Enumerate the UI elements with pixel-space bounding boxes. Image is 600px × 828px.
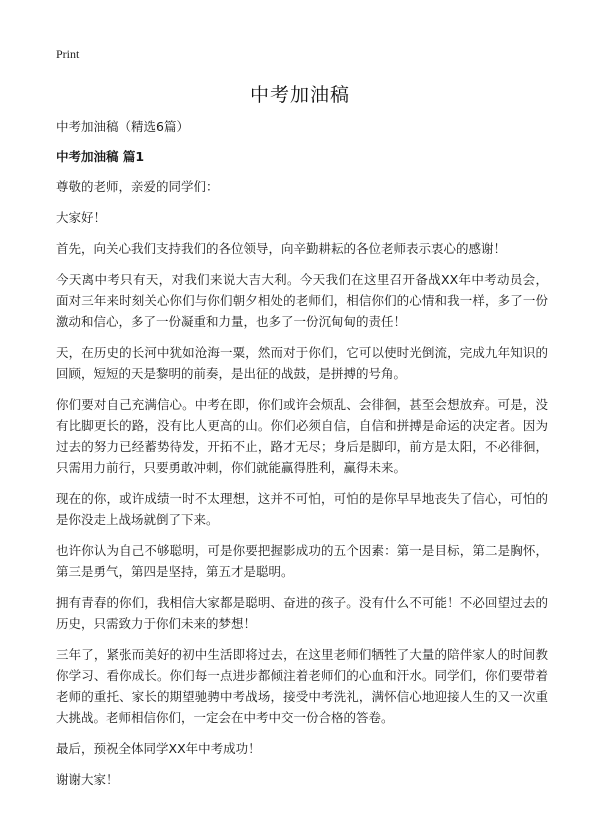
paragraph-wishes: 最后，预祝全体同学XX年中考成功！ [56, 741, 261, 756]
document-subtitle: 中考加油稿（精选6篇） [56, 119, 189, 134]
page-title: 中考加油稿 [249, 84, 350, 106]
paragraph-history: 天，在历史的长河中犹如沧海一粟，然而对于你们，它可以使时光倒流，完成九年知识的回顾，短短的天是黎明的前奏，是出征的战鼓，是拼搏的号角。 [56, 345, 548, 381]
section-heading: 中考加油稿 篇1 [56, 149, 145, 164]
paragraph-factors: 也许你认为自己不够聪明，可是你要把握影成功的五个因素：第一是目标，第二是胸怀，第三是勇气，第四是坚持，第五才是聪明。 [56, 543, 548, 579]
paragraph-three-years: 三年了，紧张而美好的初中生活即将过去，在这里老师们牺牲了大量的陪伴家人的时间教你学习、看你成长。你们每一点进步都倾注着老师们的心血和汗水。同学们，你们要带着老师的重托、家长的期望驰骋中考战场，接受中考洗礼，满怀信心地迎接人生的又一次重大挑战。老师相信你们，一定会在中考中交一份合格的答卷。 [56, 647, 548, 725]
paragraph-greeting: 尊敬的老师，亲爱的同学们： [56, 179, 219, 194]
paragraph-hello: 大家好！ [56, 210, 107, 225]
paragraph-thanks: 首先，向关心我们支持我们的各位领导，向辛勤耕耘的各位老师表示衷心的感谢！ [56, 241, 507, 256]
paragraph-closing: 谢谢大家！ [56, 772, 119, 787]
paragraph-confidence: 你们要对自己充满信心。中考在即，你们或许会烦乱、会徘徊，甚至会想放弃。可是，没有比脚更长的路，没有比人更高的山。你们必须自信，自信和拼搏是命运的决定者。因为过去的努力已经蓄势待发，开拓不止，路才无尽；身后是脚印，前方是太阳，不必徘徊，只需用力前行，只要勇敢冲刺，你们就能赢得胜利，赢得未来。 [56, 397, 548, 475]
paragraph-present: 现在的你，或许成绩一时不太理想，这并不可怕，可怕的是你早早地丧失了信心，可怕的是你没走上战场就倒了下来。 [56, 491, 548, 527]
paragraph-youth: 拥有青春的你们，我相信大家都是聪明、奋进的孩子。没有什么不可能！不必回望过去的历史，只需致力于你们未来的梦想！ [56, 595, 548, 631]
paragraph-countdown: 今天离中考只有天，对我们来说大吉大利。今天我们在这里召开备战XX年中考动员会，面对三年来时刻关心你们与你们朝夕相处的老师们，相信你们的心情和我一样，多了一份激动和信心，多了一份凝重和力量，也多了一份沉甸甸的责任！ [56, 272, 548, 329]
print-link[interactable]: Print [56, 47, 80, 61]
document-body [56, 118, 548, 800]
